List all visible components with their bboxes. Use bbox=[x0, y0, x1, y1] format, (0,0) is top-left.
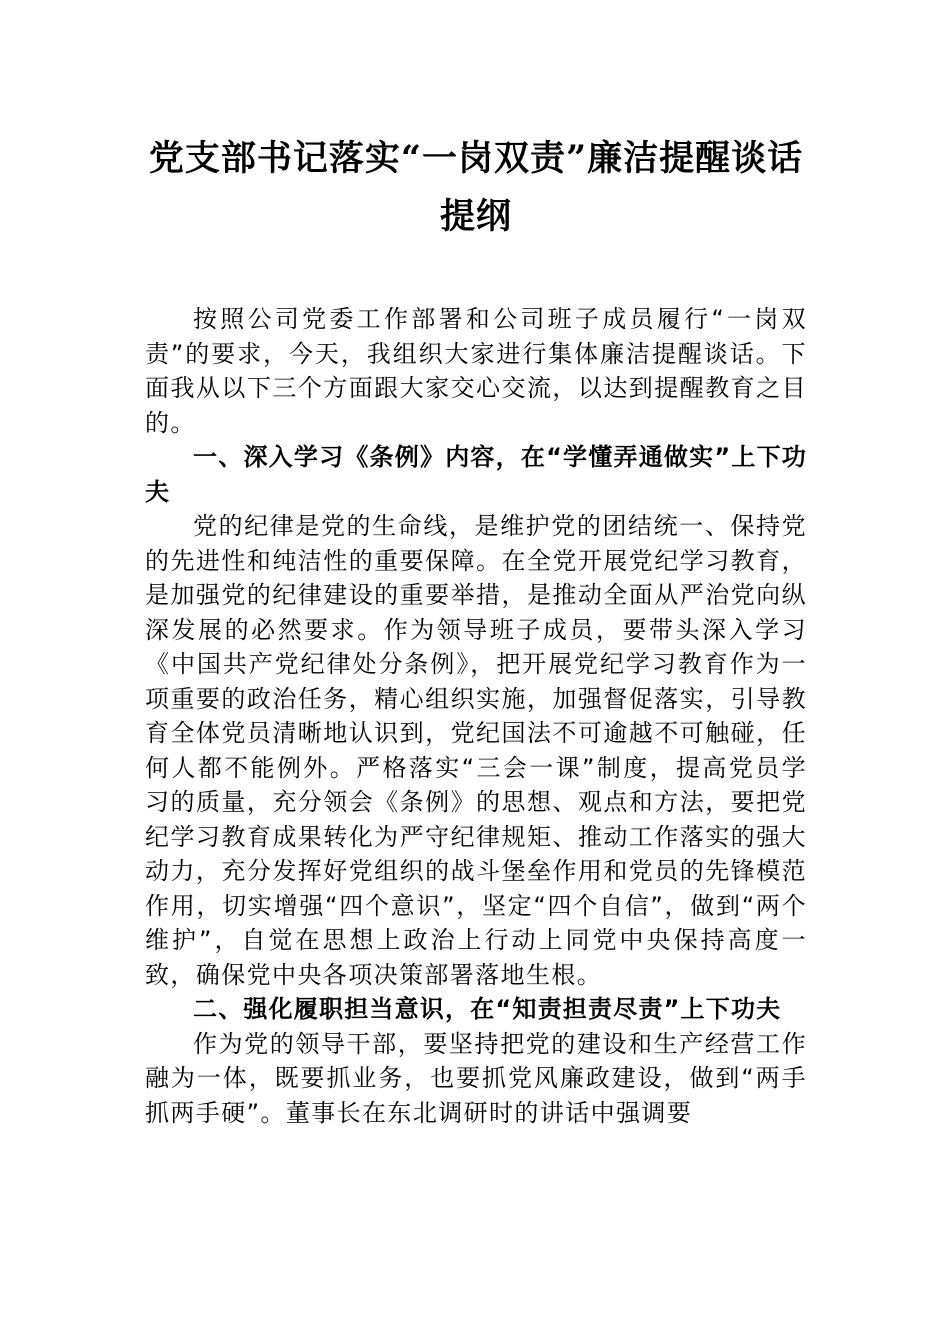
document-title: 党支部书记落实“一岗双责”廉洁提醒谈话提纲 bbox=[148, 138, 804, 237]
section-1-body: 党的纪律是党的生命线，是维护党的团结统一、保持党的先进性和纯洁性的重要保障。在全党开展党纪学习教育，是加强党的纪律建设的重要举措，是推动全面从严治党向纵深发展的必然要求。作为领导班子成员，要带头深入学习《中国共产党纪律处分条例》，把开展党纪学习教育作为一项重要的政治任务，精心组织实施，加强督促落实，引导教育全体党员清晰地认识到，党纪国法不可逾越不可触碰，任何人都不能例外。严格落实“三会一课”制度，提高党员学习的质量，充分领会《条例》的思想、观点和方法，要把党纪学习教育成果转化为严守纪律规矩、推动工作落实的强大动力，充分发挥好党组织的战斗堡垒作用和党员的先锋模范作用，切实增强“四个意识”，坚定“四个自信”，做到“两个维护”，自觉在思想上政治上行动上同党中央保持高度一致，确保党中央各项决策部署落地生根。 bbox=[145, 512, 807, 989]
document-page bbox=[145, 130, 807, 1130]
section-2-heading: 二、强化履职担当意识，在“知责担责尽责”上下功夫 bbox=[193, 995, 782, 1023]
section-1-heading: 一、深入学习《条例》内容，在“学懂弄通做实”上下功夫 bbox=[145, 443, 807, 506]
intro-paragraph: 按照公司党委工作部署和公司班子成员履行“一岗双责”的要求，今天，我组织大家进行集体廉洁提醒谈话。下面我从以下三个方面跟大家交心交流，以达到提醒教育之目的。 bbox=[145, 305, 807, 437]
title-spacer bbox=[145, 246, 807, 302]
section-2-body: 作为党的领导干部，要坚持把党的建设和生产经营工作融为一体，既要抓业务，也要抓党风廉政建设，做到“两手抓两手硬”。董事长在东北调研时的讲话中强调要 bbox=[145, 1029, 807, 1127]
